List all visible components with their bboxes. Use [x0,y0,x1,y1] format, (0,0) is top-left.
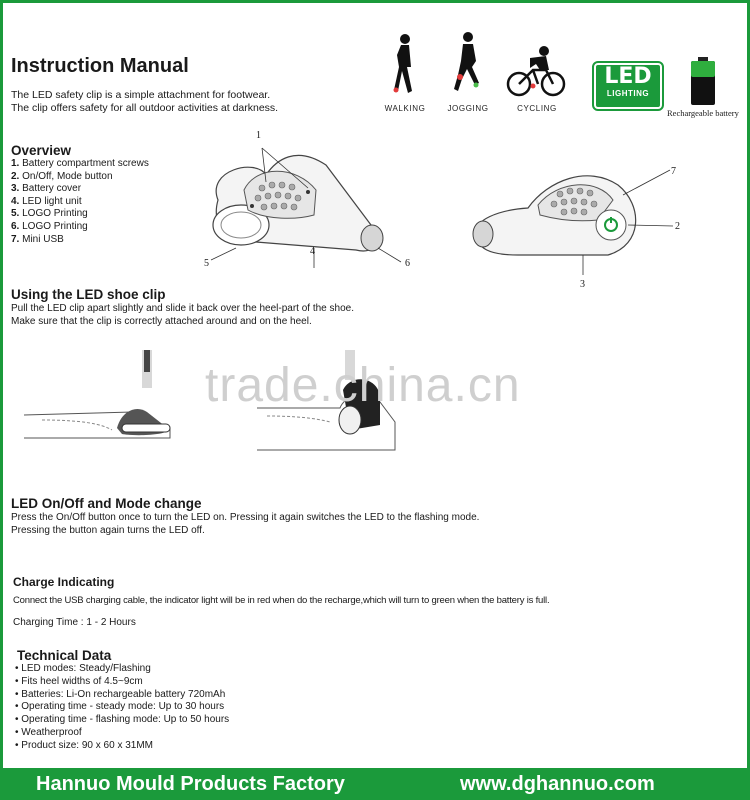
callout-7: 7 [671,166,676,177]
tech-item: • LED modes: Steady/Flashing [15,663,151,674]
part-item: 6. LOGO Printing [11,220,88,232]
battery-label: Rechargeable battery [667,108,739,118]
usage-line-2: Make sure that the clip is correctly attached around and on the heel. [11,315,312,327]
callout-4: 4 [310,246,315,257]
callout-1: 1 [256,130,261,141]
shoe-attach-step-1-diagram [22,350,182,445]
watermark-text: trade.china.cn [205,359,521,412]
charge-heading: Charge Indicating [13,575,115,589]
led-lighting-badge [594,63,662,109]
mode-line-2: Pressing the button again turns the LED off. [11,524,205,536]
intro-line-2: The clip offers safety for all outdoor activities at darkness. [11,102,279,114]
usage-text [11,303,354,328]
part-item: 2. On/Off, Mode button [11,170,113,182]
part-item: 7. Mini USB [11,233,64,245]
footer-bar [0,768,750,800]
tech-item: • Product size: 90 x 60 x 31MM [15,739,154,751]
jogging-figure-icon [452,31,484,99]
mode-text [11,512,479,537]
intro-text [11,89,278,115]
tech-item: • Weatherproof [15,726,82,738]
walking-label: WALKING [384,104,426,113]
tech-item: • Operating time - flashing mode: Up to 50 hours [15,714,230,726]
mode-heading: LED On/Off and Mode change [11,496,202,511]
callout-5: 5 [204,258,209,269]
part-item: 5. LOGO Printing [11,208,88,220]
battery-icon [688,57,718,107]
tech-list [15,663,229,753]
intro-line-1: The LED safety clip is a simple attachment for footwear. [11,89,271,101]
part-item: 1. Battery compartment screws [11,158,149,169]
company-name: Hannuo Mould Products Factory [36,773,345,795]
callout-2: 2 [675,221,680,232]
tech-item: • Operating time - steady mode: Up to 30 hours [15,701,225,713]
tech-heading: Technical Data [17,648,112,663]
page-title: Instruction Manual [11,55,189,77]
part-item: 4. LED light unit [11,195,82,207]
parts-list [11,158,149,246]
cycling-figure-icon [506,44,566,100]
mode-line-1: Press the On/Off button once to turn the LED on. Pressing it again switches the LED to the flashing mode. [11,512,480,523]
cycling-label: CYCLING [517,104,557,113]
walking-figure-icon [390,33,420,99]
company-website: www.dghannuo.com [460,773,655,795]
badge-led-text: LED [604,64,652,89]
badge-lighting-text: LIGHTING [606,89,650,98]
callout-3: 3 [580,279,585,290]
usage-heading: Using the LED shoe clip [11,287,166,302]
clip-back-diagram [468,160,688,280]
usage-line-1: Pull the LED clip apart slightly and slide it back over the heel-part of the shoe. [11,303,354,314]
overview-heading: Overview [11,143,72,158]
tech-item: • Batteries: Li-On rechargeable battery 720mAh [15,688,226,700]
charge-text: Connect the USB charging cable, the indicator light will be in red when do the recharge,which will turn to green when the battery is full. [13,595,550,606]
callout-6: 6 [405,258,410,269]
tech-item: • Fits heel widths of 4.5~9cm [15,675,143,687]
charging-time: Charging Time : 1 - 2 Hours [13,617,136,628]
jogging-label: JOGGING [447,104,489,113]
part-item: 3. Battery cover [11,183,82,195]
